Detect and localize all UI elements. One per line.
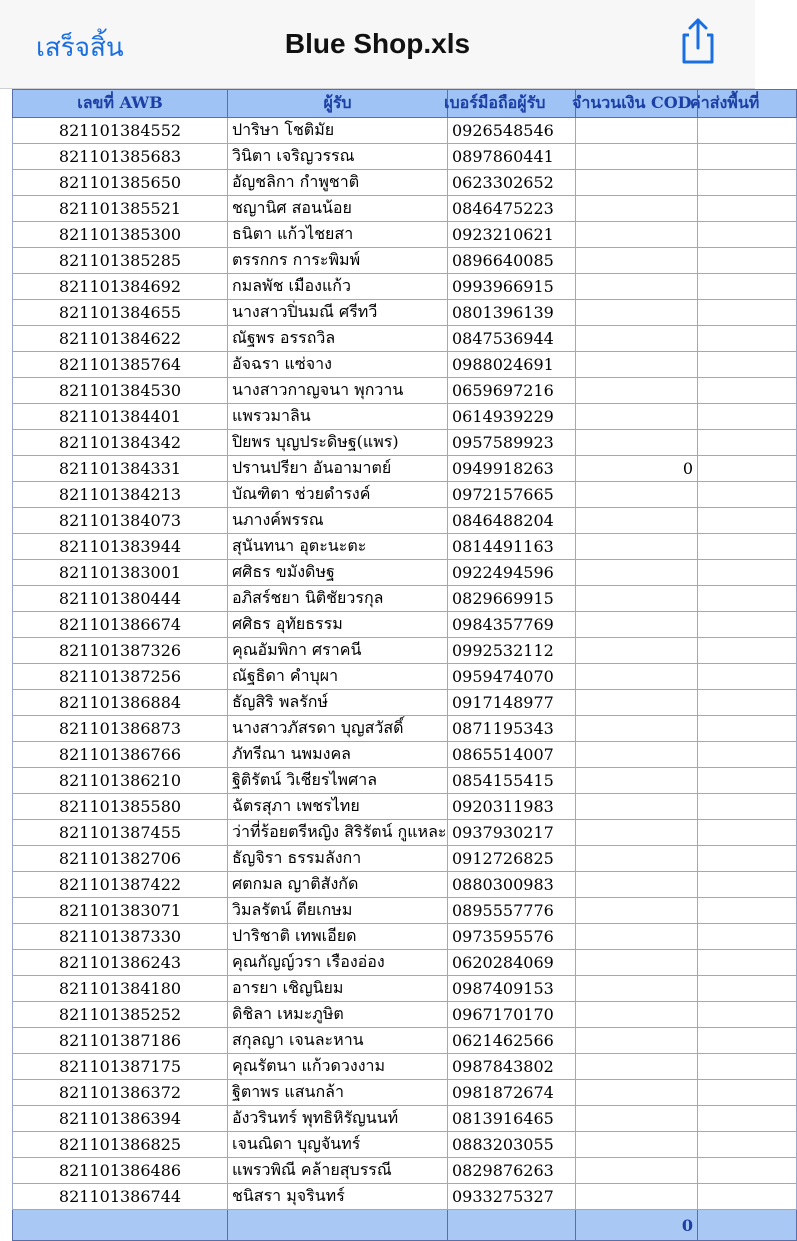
cell-phone[interactable]: 0993966915 — [448, 274, 576, 300]
cell-cod[interactable] — [576, 196, 698, 222]
cell-recipient[interactable]: สุนันทนา อุตะนะตะ — [228, 534, 448, 560]
cell-recipient[interactable]: แพรวมาลิน — [228, 404, 448, 430]
cell-area-fee[interactable] — [698, 586, 797, 612]
cell-cod[interactable] — [576, 586, 698, 612]
cell-cod[interactable] — [576, 690, 698, 716]
total-cell[interactable] — [448, 1210, 576, 1241]
cell-cod[interactable] — [576, 1002, 698, 1028]
cell-phone[interactable]: 0949918263 — [448, 456, 576, 482]
cell-phone[interactable]: 0937930217 — [448, 820, 576, 846]
cell-cod[interactable] — [576, 1106, 698, 1132]
cell-awb[interactable]: 821101384180 — [13, 976, 228, 1002]
table-row — [13, 352, 797, 378]
cell-phone[interactable]: 0829876263 — [448, 1158, 576, 1184]
cell-cod[interactable] — [576, 950, 698, 976]
cell-awb[interactable]: 821101384552 — [13, 118, 228, 144]
cell-cod[interactable] — [576, 638, 698, 664]
cell-awb[interactable]: 821101386766 — [13, 742, 228, 768]
cell-area-fee[interactable] — [698, 612, 797, 638]
header-cod[interactable]: จำนวนเงิน COD — [576, 90, 698, 118]
cell-area-fee[interactable] — [698, 456, 797, 482]
cell-phone[interactable]: 0897860441 — [448, 144, 576, 170]
cell-phone[interactable]: 0880300983 — [448, 872, 576, 898]
cell-recipient[interactable]: ฐิตาพร แสนกล้า — [228, 1080, 448, 1106]
cell-area-fee[interactable] — [698, 664, 797, 690]
cell-cod[interactable] — [576, 898, 698, 924]
cell-awb[interactable]: 821101383071 — [13, 898, 228, 924]
cell-recipient[interactable]: บัณฑิตา ช่วยดำรงค์ — [228, 482, 448, 508]
cell-recipient[interactable]: ธัญจิรา ธรรมลังกา — [228, 846, 448, 872]
cell-recipient[interactable]: อัญชลิกา กำพูชาติ — [228, 170, 448, 196]
cell-area-fee[interactable] — [698, 690, 797, 716]
table-row — [13, 378, 797, 404]
cell-awb[interactable]: 821101384692 — [13, 274, 228, 300]
cell-area-fee[interactable] — [698, 1106, 797, 1132]
cell-recipient[interactable]: ศตกมล ญาติสังกัด — [228, 872, 448, 898]
cell-cod[interactable] — [576, 1080, 698, 1106]
cell-area-fee[interactable] — [698, 326, 797, 352]
cell-awb[interactable]: 821101384622 — [13, 326, 228, 352]
table-row — [13, 742, 797, 768]
header-phone[interactable]: เบอร์มือถือผู้รับ — [448, 90, 576, 118]
cell-awb[interactable]: 821101387256 — [13, 664, 228, 690]
table-row — [13, 612, 797, 638]
cell-area-fee[interactable] — [698, 716, 797, 742]
cell-recipient[interactable]: สกุลญา เจนละหาน — [228, 1028, 448, 1054]
cell-phone[interactable]: 0917148977 — [448, 690, 576, 716]
cell-area-fee[interactable] — [698, 248, 797, 274]
cell-awb[interactable]: 821101382706 — [13, 846, 228, 872]
table-row — [13, 456, 797, 482]
cell-recipient[interactable]: ภัทรีณา นพมงคล — [228, 742, 448, 768]
cell-phone[interactable]: 0973595576 — [448, 924, 576, 950]
cell-awb[interactable]: 821101386825 — [13, 1132, 228, 1158]
cell-recipient[interactable]: ชนิสรา มุจรินทร์ — [228, 1184, 448, 1210]
cell-area-fee[interactable] — [698, 820, 797, 846]
cell-phone[interactable]: 0923210621 — [448, 222, 576, 248]
cell-area-fee[interactable] — [698, 794, 797, 820]
cell-cod[interactable] — [576, 1158, 698, 1184]
cell-area-fee[interactable] — [698, 196, 797, 222]
cell-phone[interactable]: 0920311983 — [448, 794, 576, 820]
cell-area-fee[interactable] — [698, 404, 797, 430]
navigation-bar — [0, 0, 755, 89]
cell-phone[interactable]: 0981872674 — [448, 1080, 576, 1106]
cell-recipient[interactable]: ฐิติรัตน์ วิเชียรไพศาล — [228, 768, 448, 794]
cell-cod[interactable] — [576, 430, 698, 456]
cell-recipient[interactable]: ตรรกกร การะพิมพ์ — [228, 248, 448, 274]
table-row — [13, 534, 797, 560]
table-row — [13, 508, 797, 534]
cell-area-fee[interactable] — [698, 430, 797, 456]
cell-phone[interactable]: 0922494596 — [448, 560, 576, 586]
cell-recipient[interactable]: ณัฐธิดา คำบุผา — [228, 664, 448, 690]
cell-recipient[interactable]: นางสาวภัสรดา บุญสวัสดิ์ — [228, 716, 448, 742]
table-row — [13, 872, 797, 898]
cell-area-fee[interactable] — [698, 924, 797, 950]
cell-recipient[interactable]: ศศิธร อุทัยธรรม — [228, 612, 448, 638]
cell-recipient[interactable]: นภางค์พรรณ — [228, 508, 448, 534]
cell-phone[interactable]: 0620284069 — [448, 950, 576, 976]
cell-area-fee[interactable] — [698, 482, 797, 508]
cell-cod[interactable] — [576, 352, 698, 378]
cell-phone[interactable]: 0829669915 — [448, 586, 576, 612]
cell-phone[interactable]: 0988024691 — [448, 352, 576, 378]
cell-awb[interactable]: 821101387455 — [13, 820, 228, 846]
cell-area-fee[interactable] — [698, 1028, 797, 1054]
cell-phone[interactable]: 0987409153 — [448, 976, 576, 1002]
cell-area-fee[interactable] — [698, 872, 797, 898]
cell-awb[interactable]: 821101386486 — [13, 1158, 228, 1184]
cell-awb[interactable]: 821101383001 — [13, 560, 228, 586]
cell-area-fee[interactable] — [698, 950, 797, 976]
cell-recipient[interactable]: ฉัตรสุภา เพชรไทย — [228, 794, 448, 820]
cell-awb[interactable]: 821101384213 — [13, 482, 228, 508]
cell-recipient[interactable]: ศศิธร ขมังดิษฐ — [228, 560, 448, 586]
cell-cod[interactable] — [576, 170, 698, 196]
cell-awb[interactable]: 821101387186 — [13, 1028, 228, 1054]
cell-phone[interactable]: 0621462566 — [448, 1028, 576, 1054]
cell-area-fee[interactable] — [698, 508, 797, 534]
cell-area-fee[interactable] — [698, 638, 797, 664]
cell-awb[interactable]: 821101383944 — [13, 534, 228, 560]
cell-area-fee[interactable] — [698, 976, 797, 1002]
cell-cod[interactable] — [576, 768, 698, 794]
cell-recipient[interactable]: นางสาวกาญจนา พุกวาน — [228, 378, 448, 404]
cell-awb[interactable]: 821101385650 — [13, 170, 228, 196]
cell-phone[interactable]: 0659697216 — [448, 378, 576, 404]
cell-cod[interactable] — [576, 1132, 698, 1158]
cell-phone[interactable]: 0847536944 — [448, 326, 576, 352]
cell-awb[interactable]: 821101384331 — [13, 456, 228, 482]
cell-recipient[interactable]: กมลพัช เมืองแก้ว — [228, 274, 448, 300]
shipment-table — [12, 89, 797, 1241]
cell-recipient[interactable]: อารยา เชิญนิยม — [228, 976, 448, 1002]
cell-area-fee[interactable] — [698, 1054, 797, 1080]
header-area-fee[interactable]: ค่าส่งพื้นที่ — [698, 90, 797, 118]
cell-awb[interactable]: 821101386372 — [13, 1080, 228, 1106]
cell-recipient[interactable]: อังวรินทร์ พุทธิหิรัญนนท์ — [228, 1106, 448, 1132]
table-row — [13, 924, 797, 950]
cell-recipient[interactable]: คุณอัมพิกา ศราคนี — [228, 638, 448, 664]
cell-awb[interactable]: 821101386744 — [13, 1184, 228, 1210]
table-row — [13, 326, 797, 352]
table-row — [13, 1132, 797, 1158]
cell-area-fee[interactable] — [698, 1080, 797, 1106]
cell-phone[interactable]: 0846475223 — [448, 196, 576, 222]
cell-recipient[interactable]: ปาริษา โชติมัย — [228, 118, 448, 144]
table-row — [13, 144, 797, 170]
cell-phone[interactable]: 0987843802 — [448, 1054, 576, 1080]
cell-recipient[interactable]: ว่าที่ร้อยตรีหญิง สิริรัตน์ กูแหละ — [228, 820, 448, 846]
table-row — [13, 118, 797, 144]
total-cell[interactable] — [228, 1210, 448, 1241]
header-awb[interactable]: เลขที่ AWB — [13, 90, 228, 118]
cell-phone[interactable]: 0896640085 — [448, 248, 576, 274]
table-row — [13, 248, 797, 274]
header-recipient[interactable]: ผู้รับ — [228, 90, 448, 118]
cell-area-fee[interactable] — [698, 1184, 797, 1210]
cell-area-fee[interactable] — [698, 534, 797, 560]
cell-phone[interactable]: 0895557776 — [448, 898, 576, 924]
cell-area-fee[interactable] — [698, 846, 797, 872]
share-icon[interactable] — [676, 16, 720, 66]
cell-cod[interactable] — [576, 300, 698, 326]
cell-phone[interactable]: 0871195343 — [448, 716, 576, 742]
cell-phone[interactable]: 0846488204 — [448, 508, 576, 534]
cell-cod[interactable] — [576, 118, 698, 144]
cell-phone[interactable]: 0865514007 — [448, 742, 576, 768]
cell-phone[interactable]: 0912726825 — [448, 846, 576, 872]
cell-cod[interactable] — [576, 924, 698, 950]
cell-cod[interactable] — [576, 222, 698, 248]
cell-recipient[interactable]: ธัญสิริ พลรักษ์ — [228, 690, 448, 716]
cell-awb[interactable]: 821101386394 — [13, 1106, 228, 1132]
table-row — [13, 950, 797, 976]
cell-recipient[interactable]: แพรวพิณี คล้ายสุบรรณี — [228, 1158, 448, 1184]
cell-cod[interactable] — [576, 976, 698, 1002]
cell-phone[interactable]: 0933275327 — [448, 1184, 576, 1210]
cell-cod[interactable] — [576, 1184, 698, 1210]
cell-area-fee[interactable] — [698, 1132, 797, 1158]
cell-awb[interactable]: 821101386243 — [13, 950, 228, 976]
cell-awb[interactable]: 821101386873 — [13, 716, 228, 742]
cell-awb[interactable]: 821101385252 — [13, 1002, 228, 1028]
spreadsheet-view[interactable] — [12, 89, 760, 1235]
cell-recipient[interactable]: อัจฉรา แซ่จาง — [228, 352, 448, 378]
cell-recipient[interactable]: ธนิตา แก้วไชยสา — [228, 222, 448, 248]
cell-awb[interactable]: 821101386884 — [13, 690, 228, 716]
cell-cod[interactable] — [576, 820, 698, 846]
table-row — [13, 768, 797, 794]
cell-cod[interactable]: 0 — [576, 456, 698, 482]
cell-phone[interactable]: 0801396139 — [448, 300, 576, 326]
cell-area-fee[interactable] — [698, 222, 797, 248]
cell-cod[interactable] — [576, 1054, 698, 1080]
cell-awb[interactable]: 821101386674 — [13, 612, 228, 638]
cell-recipient[interactable]: วิมลรัตน์ ตียเกษม — [228, 898, 448, 924]
table-row — [13, 638, 797, 664]
cell-awb[interactable]: 821101385683 — [13, 144, 228, 170]
table-row — [13, 274, 797, 300]
table-row — [13, 716, 797, 742]
cell-cod[interactable] — [576, 482, 698, 508]
cell-cod[interactable] — [576, 326, 698, 352]
cell-awb[interactable]: 821101385580 — [13, 794, 228, 820]
cell-recipient[interactable]: ณัฐพร อรรถวิล — [228, 326, 448, 352]
cell-phone[interactable]: 0926548546 — [448, 118, 576, 144]
total-cell[interactable] — [698, 1210, 797, 1241]
cell-awb[interactable]: 821101384342 — [13, 430, 228, 456]
cell-cod[interactable] — [576, 378, 698, 404]
table-row — [13, 1106, 797, 1132]
cell-cod[interactable] — [576, 1028, 698, 1054]
cell-awb[interactable]: 821101385285 — [13, 248, 228, 274]
cell-area-fee[interactable] — [698, 144, 797, 170]
cell-recipient[interactable]: ปาริชาติ เทพเอียด — [228, 924, 448, 950]
cell-recipient[interactable]: คุณกัญญ์วรา เรืองอ่อง — [228, 950, 448, 976]
cell-cod[interactable] — [576, 144, 698, 170]
cell-recipient[interactable]: อภิสร์ชยา นิติชัยวรกุล — [228, 586, 448, 612]
cell-recipient[interactable]: ปรานปรียา อันอามาตย์ — [228, 456, 448, 482]
cell-cod[interactable] — [576, 248, 698, 274]
table-row — [13, 196, 797, 222]
table-row — [13, 898, 797, 924]
cell-cod[interactable] — [576, 560, 698, 586]
cell-awb[interactable]: 821101387330 — [13, 924, 228, 950]
cell-phone[interactable]: 0972157665 — [448, 482, 576, 508]
done-button[interactable]: เสร็จสิ้น — [36, 33, 124, 63]
cell-cod[interactable] — [576, 508, 698, 534]
cell-area-fee[interactable] — [698, 742, 797, 768]
cell-area-fee[interactable] — [698, 1002, 797, 1028]
cell-recipient[interactable]: นางสาวปิ่นมณี ศรีทวี — [228, 300, 448, 326]
cell-recipient[interactable]: วินิตา เจริญวรรณ — [228, 144, 448, 170]
cell-awb[interactable]: 821101380444 — [13, 586, 228, 612]
table-row — [13, 482, 797, 508]
cell-awb[interactable]: 821101384530 — [13, 378, 228, 404]
cell-phone[interactable]: 0992532112 — [448, 638, 576, 664]
cell-area-fee[interactable] — [698, 170, 797, 196]
document-title: Blue Shop.xls — [284, 28, 471, 59]
table-row — [13, 976, 797, 1002]
cell-area-fee[interactable] — [698, 274, 797, 300]
cell-cod[interactable] — [576, 404, 698, 430]
cell-phone[interactable]: 0984357769 — [448, 612, 576, 638]
table-row — [13, 846, 797, 872]
cell-awb[interactable]: 821101384655 — [13, 300, 228, 326]
cell-cod[interactable] — [576, 274, 698, 300]
table-row — [13, 1002, 797, 1028]
table-row — [13, 1184, 797, 1210]
table-row — [13, 794, 797, 820]
cell-awb[interactable]: 821101387422 — [13, 872, 228, 898]
cell-phone[interactable]: 0814491163 — [448, 534, 576, 560]
cell-area-fee[interactable] — [698, 768, 797, 794]
cell-awb[interactable]: 821101386210 — [13, 768, 228, 794]
cell-recipient[interactable]: ปิยพร บุญประดิษฐ(แพร) — [228, 430, 448, 456]
cell-recipient[interactable]: ชญานิศ สอนน้อย — [228, 196, 448, 222]
table-row — [13, 1054, 797, 1080]
table-row — [13, 170, 797, 196]
cell-cod[interactable] — [576, 846, 698, 872]
cell-cod[interactable] — [576, 534, 698, 560]
cell-area-fee[interactable] — [698, 898, 797, 924]
table-row — [13, 300, 797, 326]
cell-awb[interactable]: 821101385521 — [13, 196, 228, 222]
cell-area-fee[interactable] — [698, 560, 797, 586]
cell-phone[interactable]: 0854155415 — [448, 768, 576, 794]
cell-cod[interactable] — [576, 612, 698, 638]
header-row — [13, 90, 797, 118]
cell-awb[interactable]: 821101387175 — [13, 1054, 228, 1080]
table-row — [13, 586, 797, 612]
cell-area-fee[interactable] — [698, 378, 797, 404]
table-row — [13, 1028, 797, 1054]
table-row — [13, 430, 797, 456]
table-row — [13, 664, 797, 690]
cell-phone[interactable]: 0967170170 — [448, 1002, 576, 1028]
cell-phone[interactable]: 0883203055 — [448, 1132, 576, 1158]
cell-cod[interactable] — [576, 716, 698, 742]
table-row — [13, 222, 797, 248]
cell-awb[interactable]: 821101385764 — [13, 352, 228, 378]
cell-area-fee[interactable] — [698, 352, 797, 378]
cell-phone[interactable]: 0813916465 — [448, 1106, 576, 1132]
table-row — [13, 1080, 797, 1106]
cell-recipient[interactable]: เจนณิดา บุญจันทร์ — [228, 1132, 448, 1158]
cell-cod[interactable] — [576, 872, 698, 898]
cell-cod[interactable] — [576, 742, 698, 768]
cell-area-fee[interactable] — [698, 1158, 797, 1184]
total-row — [13, 1210, 797, 1241]
cell-phone[interactable]: 0959474070 — [448, 664, 576, 690]
cell-area-fee[interactable] — [698, 300, 797, 326]
cell-recipient[interactable]: คุณรัตนา แก้วดวงงาม — [228, 1054, 448, 1080]
table-row — [13, 820, 797, 846]
cell-cod[interactable] — [576, 664, 698, 690]
cell-awb[interactable]: 821101384073 — [13, 508, 228, 534]
table-row — [13, 690, 797, 716]
cell-phone[interactable]: 0957589923 — [448, 430, 576, 456]
cell-phone[interactable]: 0623302652 — [448, 170, 576, 196]
table-row — [13, 404, 797, 430]
table-row — [13, 1158, 797, 1184]
cell-awb[interactable]: 821101387326 — [13, 638, 228, 664]
table-row — [13, 560, 797, 586]
cell-cod[interactable] — [576, 794, 698, 820]
cell-awb[interactable]: 821101384401 — [13, 404, 228, 430]
total-cell[interactable] — [13, 1210, 228, 1241]
cell-area-fee[interactable] — [698, 118, 797, 144]
total-cod[interactable]: 0 — [576, 1210, 698, 1241]
cell-awb[interactable]: 821101385300 — [13, 222, 228, 248]
cell-phone[interactable]: 0614939229 — [448, 404, 576, 430]
cell-recipient[interactable]: ดิชิลา เหมะภูษิต — [228, 1002, 448, 1028]
